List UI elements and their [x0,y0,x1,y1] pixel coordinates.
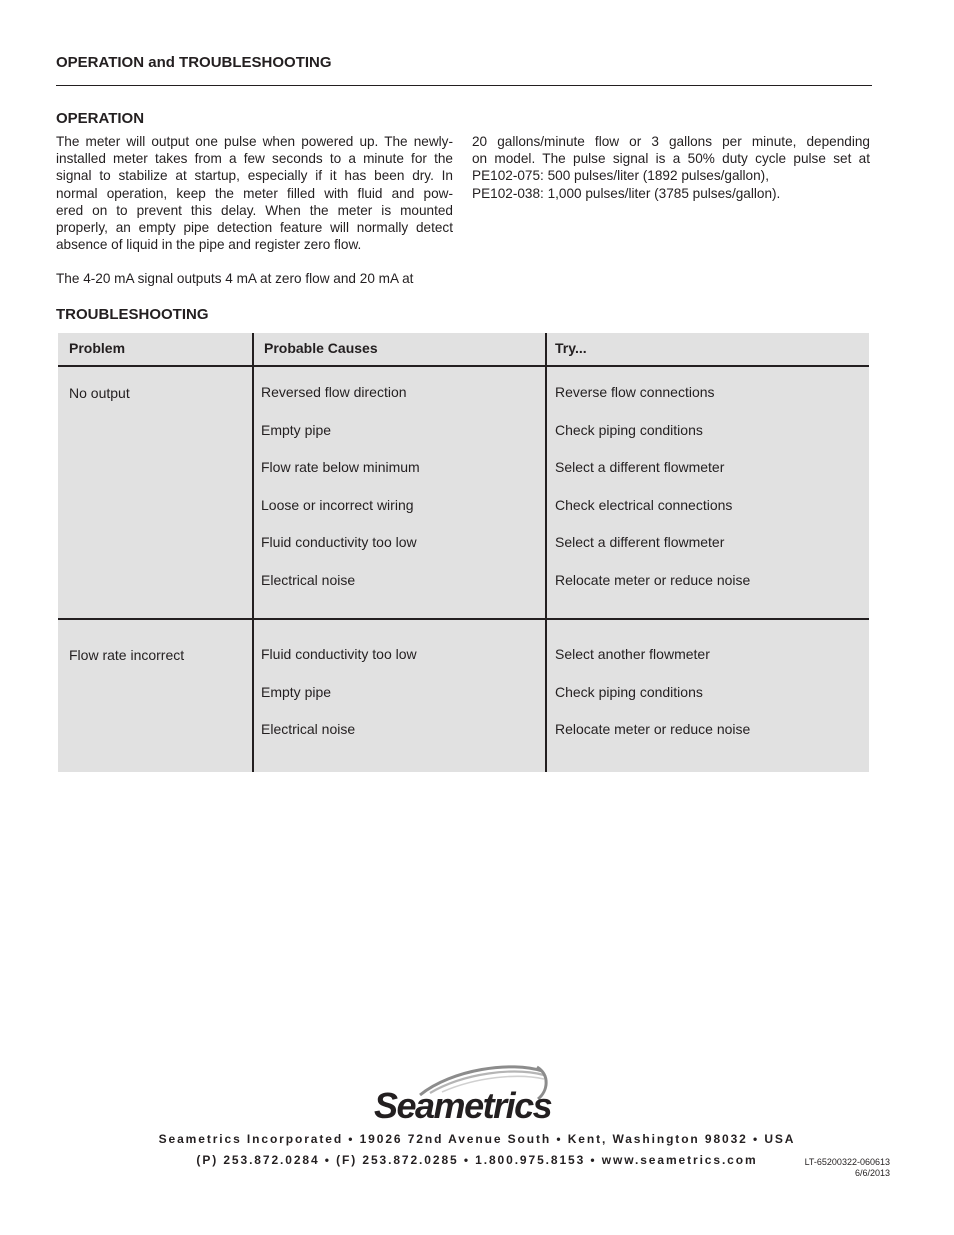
header-rule [56,85,872,86]
text-line: 20 gallons/minute flow or 3 gallons per minute, depending [472,134,870,149]
text-line: installed meter takes from a few seconds to a minute for the [56,151,453,167]
causes-cell [261,384,420,609]
operation-column-right [472,133,870,202]
causes-cell [261,646,417,759]
cause-item: Fluid conductivity too low [261,534,417,550]
operation-paragraph-2 [56,270,453,287]
cause-item: Electrical noise [261,721,356,737]
try-cell [555,384,750,609]
column-header-try: Try... [555,340,587,356]
doc-number: LT-65200322-060613 [804,1157,890,1167]
cause-item: Reversed flow direction [261,384,407,400]
operation-paragraph-3 [472,133,870,202]
column-divider [545,333,547,772]
text-line: The meter will output one pulse when powered up. The newly- [56,134,453,149]
try-item: Check piping conditions [555,421,703,438]
text-line: properly, an empty pipe detection feature will normally detect [56,220,453,236]
text-line: on model. The pulse signal is a 50% duty cycle pulse set at [472,151,870,167]
cause-item: Loose or incorrect wiring [261,496,414,513]
text-line: PE102-075: 500 pulses/liter (1892 pulses/gallon), [472,168,769,184]
operation-heading: OPERATION [56,110,145,127]
try-item: Check piping conditions [555,683,703,700]
footer-address: Seametrics Incorporated • 19026 72nd Avenue South • Kent, Washington 98032 • USA [158,1132,796,1146]
page-title: OPERATION and TROUBLESHOOTING [56,54,332,71]
column-header-problem: Problem [69,340,126,356]
text-line: The 4-20 mA signal outputs 4 mA at zero flow and 20 mA at [56,271,414,287]
text-line: PE102-038: 1,000 pulses/liter (3785 pulses/gallon). [472,185,781,201]
logo-swoosh-icon [372,1063,582,1125]
text-line: signal to stabilize at startup, especially if it has been dry. In [56,168,453,184]
try-item: Check electrical connections [555,496,733,513]
cause-item: Empty pipe [261,421,332,438]
text-line: absence of liquid in the pipe and register zero flow. [56,237,362,253]
try-item: Select a different flowmeter [555,534,725,550]
row-divider [58,618,869,620]
problem-cell: No output [69,385,130,401]
column-divider [252,333,254,772]
document-number [805,1157,890,1179]
try-item: Reverse flow connections [555,384,715,400]
troubleshooting-heading: TROUBLESHOOTING [56,306,209,323]
footer-contact-text: (P) 253.872.0284 • (F) 253.872.0285 • 1.800.975.8153 • www.seametrics.com [196,1153,758,1167]
problem-cell: Flow rate incorrect [69,647,185,663]
cause-item: Fluid conductivity too low [261,646,417,662]
text-line: ered on to prevent this delay. When the meter is mounted [56,202,453,218]
operation-column-left [56,133,453,288]
doc-date: 6/6/2013 [854,1168,890,1178]
cause-item: Electrical noise [261,571,356,588]
logo-wordmark: Seametrics [374,1085,552,1125]
operation-paragraph-1 [56,133,453,253]
try-item: Relocate meter or reduce noise [555,571,751,588]
try-item: Select a different flowmeter [555,459,725,475]
seametrics-logo [372,1063,582,1125]
try-cell [555,646,750,759]
column-header-probable-causes: Probable Causes [264,340,378,356]
text-line: normal operation, keep the meter filled with fluid and pow- [56,185,453,201]
try-item: Relocate meter or reduce noise [555,721,751,737]
troubleshooting-table [58,333,869,772]
header-divider [58,365,869,367]
try-item: Select another flowmeter [555,646,710,662]
cause-item: Flow rate below minimum [261,459,420,475]
cause-item: Empty pipe [261,683,332,700]
